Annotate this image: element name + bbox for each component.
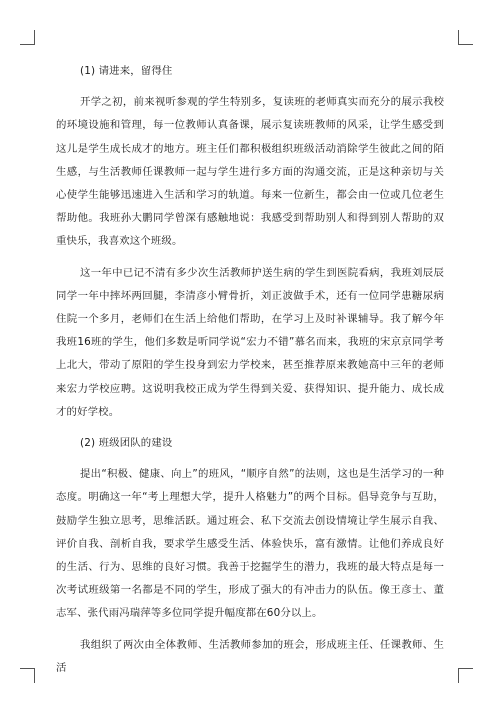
crop-mark-bottom-right [458,668,473,683]
crop-mark-bottom-left [20,668,35,683]
crop-mark-top-left [20,30,35,45]
paragraph-1: 开学之初，前来视听参观的学生特别多，复读班的老师真实而充分的展示我校的环境设施和管理，每一位教师认真备课，展示复读班教师的风采，让学生感受到这儿是学生成长成才的地方。班主任们都积极组织班级活动消除学生彼此之间的陌生感，与生活教师任课教师一起与学生进行多方面的沟通交流，正是这种亲切与关心使学生能够迅速进入生活和学习的轨道。每来一位新生，都会由一位或几位老生帮助他。我班孙大鹏同学曾深有感触地说：我感受到帮助别人和得到别人帮助的双重快乐，我喜欢这个班级。 [56,96,444,248]
paragraph-3: 提出“积极、健康、向上”的班风，“顺序自然”的法则，这也是生活学习的一种态度。明确这一年“考上理想大学，提升人格魅力”的两个目标。倡导竞争与互助，鼓励学生独立思考，思维活跃。通过班会、私下交流去创设情境让学生展示自我、评价自我、剖析自我，要求学生感受生活、体验快乐，富有激情。让他们养成良好的生活、行为、思维的良好习惯。我善于挖掘学生的潜力，我班的最大特点是每一次考试班级第一名都是不同的学生，形成了强大的有冲击力的队伍。像王彦士、董志军、张代雨冯瑞萍等多位同学提升幅度都在60分以上。 [56,468,444,620]
document-body [56,60,444,680]
crop-mark-top-right [458,30,473,45]
section-heading-2: (2) 班级团队的建设 [80,437,173,450]
paragraph-4: 我组织了两次由全体教师、生活教师参加的班会，形成班主任、任课教师、生活 [56,638,444,674]
paragraph-2: 这一年中已记不清有多少次生活教师护送生病的学生到医院看病，我班刘辰辰同学一年中摔坏两回腿，李清彦小臂骨折，刘正波做手术，还有一位同学患糖尿病住院一个多月，老师们在生活上给他们帮助，在学习上及时补课辅导。我了解今年我班16班的学生，他们多数是听同学说“宏力不错”慕名而来，我班的宋京京同学考上北大，带动了原阳的学生投身到宏力学校来，甚至推荐原来教她高中三年的老师来宏力学校应聘。这说明我校正成为学生得到关爱、获得知识、提升能力、成长成才的好学校。 [56,266,444,418]
section-heading-1: (1) 请进来，留得住 [80,65,173,77]
